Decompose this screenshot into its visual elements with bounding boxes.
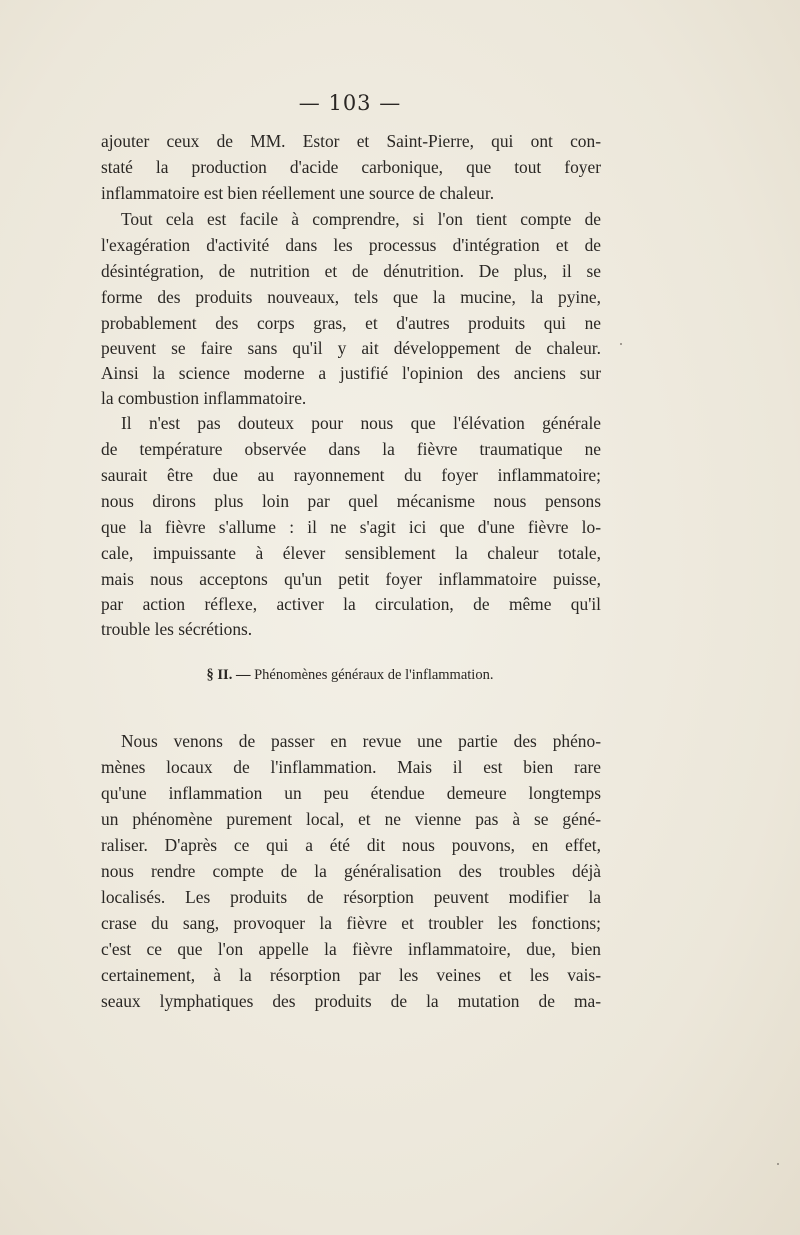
text-line: Ainsi la science moderne a justifié l'opinion des anciens sur (101, 363, 601, 383)
text-line: staté la production d'acide carbonique, que tout foyer (101, 157, 601, 177)
text-line: nous rendre compte de la généralisation des troubles déjà (101, 861, 601, 881)
text-line: nous dirons plus loin par quel mécanisme nous pensons (101, 491, 601, 511)
text-line: peuvent se faire sans qu'il y ait développement de chaleur. (101, 338, 601, 358)
text-line: probablement des corps gras, et d'autres produits qui ne (101, 313, 601, 333)
text-line: raliser. D'après ce qui a été dit nous pouvons, en effet, (101, 835, 601, 855)
text-line: l'exagération d'activité dans les processus d'intégration et de (101, 235, 601, 255)
text-line: mènes locaux de l'inflammation. Mais il est bien rare (101, 757, 601, 777)
section-number: § II. — (206, 667, 251, 683)
text-line: qu'une inflammation un peu étendue demeure longtemps (101, 783, 601, 803)
text-line: de température observée dans la fièvre traumatique ne (101, 439, 601, 459)
paper-speck (620, 343, 622, 345)
page-number: — 103 — (298, 91, 402, 115)
text-line: seaux lymphatiques des produits de la mutation de ma- (101, 991, 601, 1011)
text-line: Tout cela est facile à comprendre, si l'on tient compte de (121, 209, 601, 229)
text-line: un phénomène purement local, et ne vienne pas à se géné- (101, 809, 601, 829)
text-line: Nous venons de passer en revue une partie des phéno- (121, 731, 601, 751)
text-line: inflammatoire est bien réellement une source de chaleur. (101, 183, 495, 203)
section-title-text: Phénomènes généraux de l'inflammation. (254, 667, 494, 683)
text-line: mais nous acceptons qu'un petit foyer inflammatoire puisse, (101, 569, 601, 589)
text-line: localisés. Les produits de résorption peuvent modifier la (101, 887, 601, 907)
text-line: désintégration, de nutrition et de dénutrition. De plus, il se (101, 261, 601, 281)
text-line: cale, impuissante à élever sensiblement la chaleur totale, (101, 543, 601, 563)
section-heading (0, 667, 700, 684)
paper-speck (777, 1163, 779, 1165)
text-line: Il n'est pas douteux pour nous que l'élévation générale (121, 413, 601, 433)
text-line: forme des produits nouveaux, tels que la mucine, la pyine, (101, 287, 601, 307)
text-line: ajouter ceux de MM. Estor et Saint-Pierre, qui ont con- (101, 131, 601, 151)
text-line: saurait être due au rayonnement du foyer inflammatoire; (101, 465, 601, 485)
text-line: crase du sang, provoquer la fièvre et troubler les fonctions; (101, 913, 601, 933)
text-line: trouble les sécrétions. (101, 619, 253, 639)
text-line: c'est ce que l'on appelle la fièvre inflammatoire, due, bien (101, 939, 601, 959)
text-line: certainement, à la résorption par les veines et les vais- (101, 965, 601, 985)
text-line: par action réflexe, activer la circulation, de même qu'il (101, 594, 601, 614)
text-line: la combustion inflammatoire. (101, 388, 307, 408)
text-line: que la fièvre s'allume : il ne s'agit ici que d'une fièvre lo- (101, 517, 601, 537)
